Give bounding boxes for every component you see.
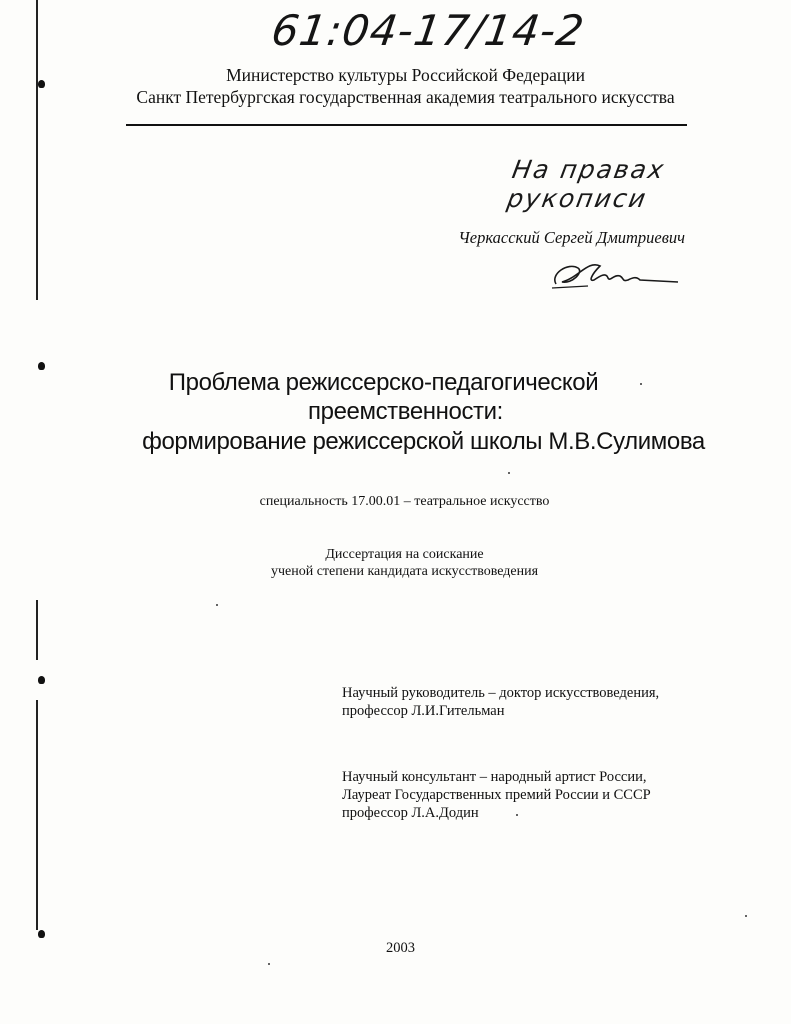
consultant-line-2: Лауреат Государственных премий России и СССР — [342, 787, 651, 803]
archive-code: 61:04-17/14-2 — [268, 6, 588, 55]
year: 2003 — [386, 940, 415, 956]
scan-mark — [38, 930, 45, 938]
academy-name: Санкт Петербургская государственная академия театрального искусства — [136, 87, 675, 107]
scan-speck — [745, 915, 747, 917]
scan-mark — [38, 676, 45, 684]
consultant-line-3: профессор Л.А.Додин — [342, 805, 479, 821]
scan-edge-line — [36, 700, 38, 930]
scan-speck — [268, 963, 270, 965]
supervisor-line-1: Научный руководитель – доктор искусствоведения, — [342, 685, 660, 701]
consultant-line-1: Научный консультант – народный артист России, — [342, 769, 647, 785]
author-name: Черкасский Сергей Дмитриевич — [458, 228, 685, 247]
title-line-3: формирование режиссерской школы М.В.Сулимова — [142, 428, 705, 455]
scan-speck — [640, 383, 642, 385]
signature-image — [548, 254, 688, 294]
specialty: специальность 17.00.01 – театральное искусство — [259, 494, 550, 509]
scan-speck — [216, 604, 218, 606]
ministry-name: Министерство культуры Российской Федерации — [226, 65, 585, 85]
scan-speck — [508, 472, 510, 474]
dissertation-line-1: Диссертация на соискание — [325, 547, 484, 562]
dissertation-line-2: ученой степени кандидата искусствоведения — [270, 564, 539, 579]
scan-speck — [516, 814, 518, 816]
scan-edge-line — [36, 600, 38, 660]
title-line-1: Проблема режиссерско-педагогической — [168, 369, 599, 396]
scan-edge-line — [36, 0, 38, 300]
header-divider — [126, 124, 687, 126]
manuscript-note: На правах рукописи — [504, 155, 668, 213]
supervisor-line-2: профессор Л.И.Гительман — [342, 703, 505, 719]
title-line-2: преемственности: — [308, 398, 503, 425]
